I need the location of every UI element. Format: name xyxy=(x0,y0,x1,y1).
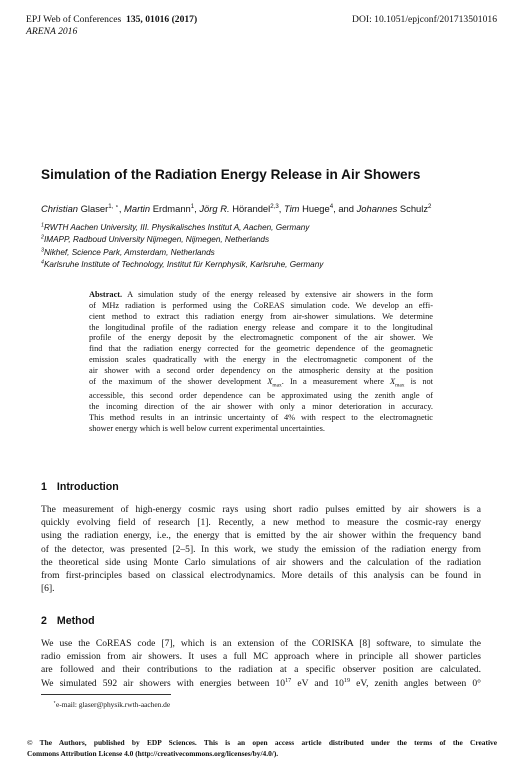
paragraph-line: radio emission from air showers. It uses a full MC approach where in principle all shower particles xyxy=(41,651,481,663)
author-affiliation-ref: 4 xyxy=(329,202,334,210)
section-number: 1 xyxy=(41,481,47,493)
author xyxy=(199,203,278,214)
copyright-notice xyxy=(27,738,497,759)
abstract-line: find that the radiation energy corrected for the geometric dependence of the geomagnetic xyxy=(89,344,433,354)
author-affiliation-ref: 2,3 xyxy=(270,202,279,210)
abstract-line: This method results in an intrinsic uncertainty of 4% with respect to the electromagnetic xyxy=(89,412,433,422)
author-affiliation-ref: 2 xyxy=(428,202,432,210)
author xyxy=(357,203,432,214)
footnote-email: e-mail: glaser@physik.rwth-aachen.de xyxy=(56,700,171,709)
affiliation-number: 1 xyxy=(41,222,44,229)
affiliation xyxy=(41,247,491,259)
method-paragraph xyxy=(41,637,481,690)
abstract-line: of the maximum of the shower development $X_{max}$. In a measurement where $X_{max}$ is not xyxy=(89,376,433,389)
author-last-name: Schulz xyxy=(399,203,429,214)
abstract xyxy=(89,290,433,435)
paragraph-line: quickly evolving field of research [1]. Recently, a new method to measure the cosmic-ray energy xyxy=(41,517,481,529)
affiliation-text: Nikhef, Science Park, Amsterdam, Netherlands xyxy=(43,247,215,257)
paragraph-line: are followed and their contributions to the radiation at a specific observer position are calculated. xyxy=(41,664,481,676)
abstract-line: the incoming direction of the air shower with only a minor deterioration in accuracy. xyxy=(89,402,433,412)
abstract-line: shower energy which is well below current experimental uncertainties. xyxy=(89,423,325,433)
author-last-name: Erdmann xyxy=(152,203,191,214)
paragraph-line: We use the CoREAS code [7], which is an extension of the CORISKA [8] software, to simulate the xyxy=(41,638,481,649)
section-heading-method xyxy=(41,615,95,627)
conference-name: ARENA 2016 xyxy=(26,26,78,37)
section-number: 2 xyxy=(41,615,47,627)
author-first-name: Jörg R. xyxy=(199,203,230,214)
paragraph-line: from first-principles based on classical electrodynamics. More details of this analysis can be found in xyxy=(41,570,481,582)
copyright-line: Commons Attribution License 4.0 (http://creativecommons.org/licenses/by/4.0/). xyxy=(27,748,279,758)
author-first-name: Johannes xyxy=(356,203,398,214)
section-heading-introduction xyxy=(41,481,119,493)
author xyxy=(124,203,194,214)
paragraph-line: using the radiation energy, i.e., the energy that is emitted by the air shower within the frequency band xyxy=(41,530,481,542)
author-last-name: Huege xyxy=(302,203,330,214)
abstract-line: profile of the energy deposit by the electromagnetic component of the air shower. We xyxy=(89,333,433,343)
doi: DOI: 10.1051/epjconf/201713501016 xyxy=(352,14,497,25)
abstract-line: cient method to extract this radiation energy from air-shower simulations. We determine xyxy=(89,311,433,321)
affiliation-number: 2 xyxy=(41,234,44,241)
author-first-name: Martin xyxy=(124,203,151,214)
section-title: Method xyxy=(56,615,95,627)
author xyxy=(284,203,333,214)
affiliation-text: RWTH Aachen University, III. Physikalisches Institut A, Aachen, Germany xyxy=(43,223,310,232)
affiliation xyxy=(41,234,491,246)
affiliation-number: 3 xyxy=(41,246,44,253)
volume-issue: 135, 01016 (2017) xyxy=(126,14,198,25)
author xyxy=(41,203,119,214)
abstract-line: of MHz radiation is performed using the CoREAS simulation code. We develop an effi- xyxy=(89,300,433,310)
abstract-line: accessible, this second order dependence can be approximated using the zenith angle of xyxy=(89,391,433,401)
affiliation xyxy=(41,259,491,271)
paragraph-line: [6]. xyxy=(41,583,55,595)
footnote xyxy=(53,700,170,709)
author-list: Christian Glaser$^{1, ⋆}$, Martin Erdmann$^1$, Jörg R. Hörandel$^{2,3}$, Tim Huege$^4$, and Johannes Schulz$^2$ xyxy=(41,202,432,214)
abstract-line: Abstract. A simulation study of the energy released by extensive air showers in the form xyxy=(89,290,433,299)
introduction-paragraph xyxy=(41,503,481,595)
author-last-name: Hörandel xyxy=(232,203,271,214)
paragraph-line: the theoretical side using Monte Carlo simulations of air showers and the calculation of the radiation xyxy=(41,556,481,568)
paragraph-line: The measurement of high-energy cosmic rays using short radio pulses emitted by air showers is a xyxy=(41,504,481,515)
author-last-name: Glaser xyxy=(80,203,109,214)
paragraph-line: We simulated 592 air showers with energies between $10^{17}$ eV and $10^{19}$ eV, zenith angles between 0° xyxy=(41,676,481,689)
journal-name: EPJ Web of Conferences xyxy=(26,14,122,25)
affiliation-number: 4 xyxy=(41,259,44,266)
journal-citation xyxy=(26,14,197,26)
footnote-rule xyxy=(41,694,171,695)
affiliation xyxy=(41,222,491,234)
footnote-mark: ⋆ xyxy=(53,700,57,706)
paper-title: Simulation of the Radiation Energy Release in Air Showers xyxy=(41,167,421,182)
abstract-line: air shower with a second order dependency on the atmospheric density at the position xyxy=(89,365,433,375)
copyright-line: © The Authors, published by EDP Sciences. This is an open access article distributed under the terms of the Creative xyxy=(27,738,497,747)
affiliation-text: IMAPP, Radboud University Nijmegen, Nijmegen, Netherlands xyxy=(43,235,270,245)
author-affiliation-ref: 1, ⋆ xyxy=(108,202,119,210)
author-first-name: Tim xyxy=(283,203,300,214)
affiliation-text: Karlsruhe Institute of Technology, Institut für Kernphysik, Karlsruhe, Germany xyxy=(43,259,324,269)
section-title: Introduction xyxy=(56,481,119,493)
affiliation-list xyxy=(41,222,491,271)
abstract-line: emission scales quadratically with the energy in the electromagnetic component of the xyxy=(89,355,433,365)
paragraph-line: of the detector, was presented [2–5]. In this work, we study the emission of the radiation energy from xyxy=(41,543,481,555)
author-affiliation-ref: 1 xyxy=(190,202,195,210)
abstract-label: Abstract. xyxy=(89,290,123,299)
author-first-name: Christian xyxy=(41,203,78,214)
abstract-line: the longitudinal profile of the radiation energy release and compare it to the longitudinal xyxy=(89,322,433,332)
